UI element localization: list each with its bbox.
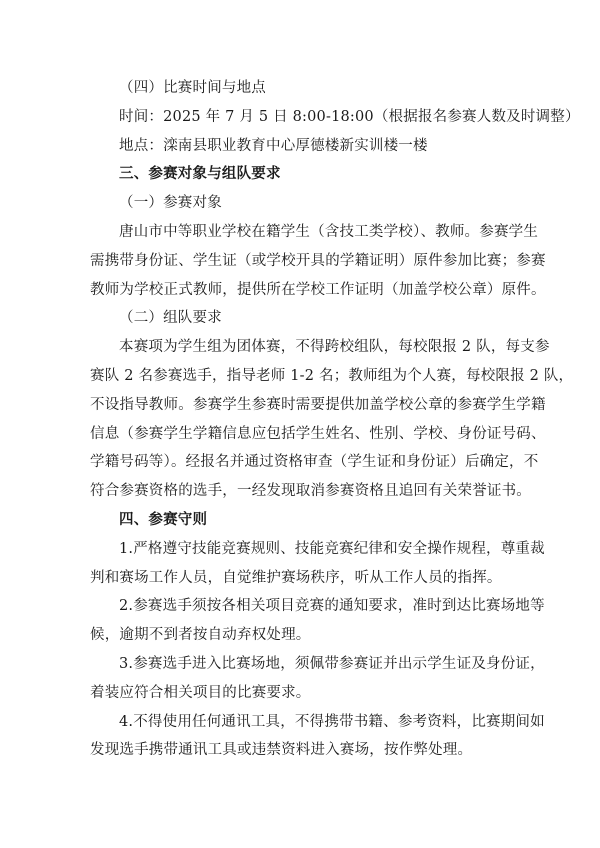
place-line: 地点：滦南县职业教育中心厚德楼新实训楼一楼	[119, 137, 428, 154]
rule-1-line-2: 判和赛场工作人员，自觉维护赛场秩序，听从工作人员的指挥。	[90, 569, 502, 586]
subheading-team: （二）组队要求	[119, 310, 222, 327]
rule-3-line-2: 着装应符合相关项目的比赛要求。	[90, 684, 311, 701]
rule-1-line-1: 1.严格遵守技能竞赛规则、技能竞赛纪律和安全操作规程，尊重裁	[119, 540, 545, 557]
team-line-5: 学籍号码等）。经报名并通过资格审查（学生证和身份证）后确定，不	[90, 454, 539, 471]
participants-line-3: 教师为学校正式教师，提供所在学校工作证明（加盖学校公章）原件。	[90, 281, 546, 298]
time-line: 时间：2025 年 7 月 5 日 8:00-18:00（根据报名参赛人数及时调整）	[119, 108, 580, 125]
rule-4-line-1: 4.不得使用任何通讯工具，不得携带书籍、参考资料，比赛期间如	[119, 713, 545, 730]
team-line-4: 信息（参赛学生学籍信息应包括学生姓名、性别、学校、身份证号码、	[90, 425, 546, 442]
team-line-1: 本赛项为学生组为团体赛，不得跨校组队，每校限报 2 队，每支参	[119, 339, 550, 356]
section-heading-participants: 三、参赛对象与组队要求	[119, 165, 281, 183]
subheading-participants: （一）参赛对象	[119, 195, 222, 212]
section-heading-time-place: （四）比赛时间与地点	[119, 80, 266, 96]
team-line-6: 符合参赛资格的选手，一经发现取消参赛资格且追回有关荣誉证书。	[90, 483, 531, 500]
rule-4-line-2: 发现选手携带通讯工具或违禁资料进入赛场，按作弊处理。	[90, 742, 473, 759]
rule-3-line-1: 3.参赛选手进入比赛场地，须佩带参赛证并出示学生证及身份证，	[119, 655, 545, 672]
participants-line-2: 需携带身份证、学生证（或学校开具的学籍证明）原件参加比赛；参赛	[90, 252, 546, 269]
team-line-2: 赛队 2 名参赛选手，指导老师 1-2 名；教师组为个人赛，每校限报 2 队，	[90, 367, 574, 384]
participants-line-1: 唐山市中等职业学校在籍学生（含技工类学校）、教师。参赛学生	[119, 223, 539, 240]
section-heading-rules: 四、参赛守则	[119, 510, 208, 528]
rule-2-line-2: 候，逾期不到者按自动弃权处理。	[90, 627, 311, 644]
rule-2-line-1: 2.参赛选手须按各相关项目竞赛的通知要求，准时到达比赛场地等	[119, 598, 545, 615]
team-line-3: 不设指导教师。参赛学生参赛时需要提供加盖学校公章的参赛学生学籍	[90, 396, 546, 413]
